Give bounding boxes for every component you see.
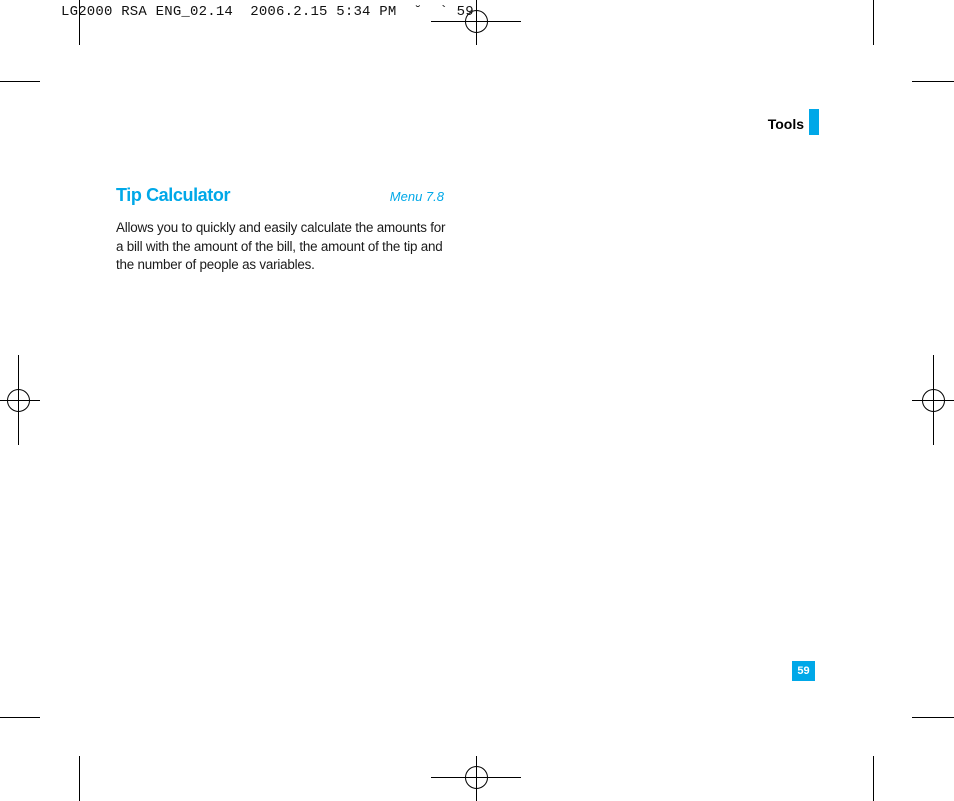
page-number-badge: 59 <box>792 661 815 681</box>
section-header: Tools <box>767 116 804 132</box>
article-body: Allows you to quickly and easily calculate the amounts for a bill with the amount of the bill, the amount of the tip and the number of people as variables. <box>116 220 446 272</box>
registration-crosshair-icon-bottom <box>431 756 521 801</box>
article-title: Tip Calculator <box>116 185 231 205</box>
article-heading <box>116 185 444 211</box>
section-tab-bar <box>809 109 819 135</box>
print-slug: LG2000 RSA ENG_02.14 2006.2.15 5:34 PM ˘ ` 59 <box>61 4 474 20</box>
registration-crosshair-icon-left <box>0 355 40 445</box>
menu-reference: Menu 7.8 <box>389 189 444 204</box>
registration-crosshair-icon-right <box>912 355 954 445</box>
